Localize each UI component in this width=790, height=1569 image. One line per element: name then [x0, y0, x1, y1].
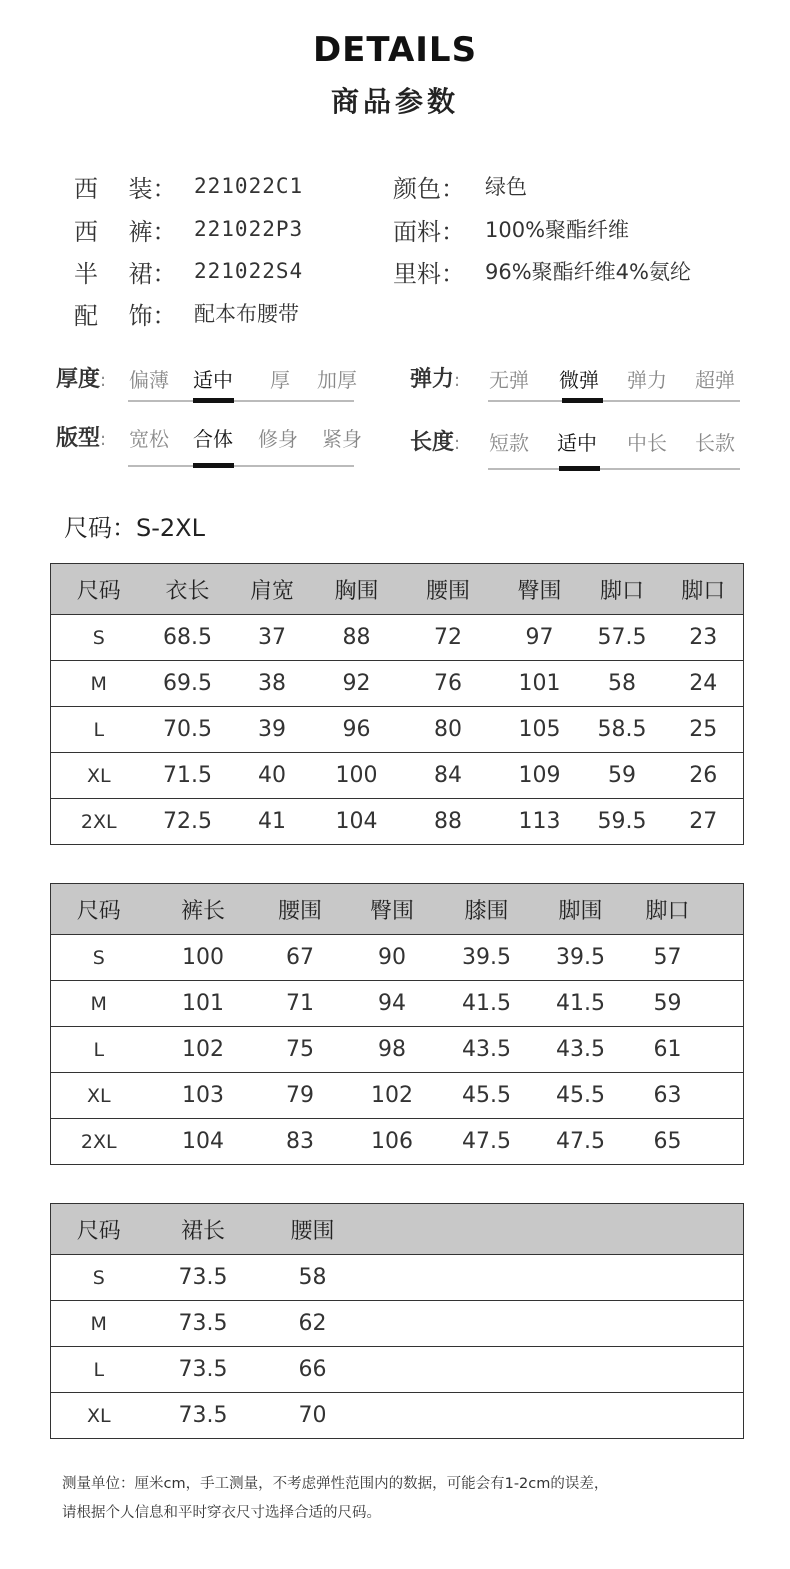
table-cell: 39.5 — [530, 935, 632, 981]
table-row — [51, 1027, 744, 1073]
attr-option: 修身 — [258, 427, 298, 451]
table-cell: 39.5 — [444, 935, 530, 981]
spec-key: 西 装： — [74, 174, 177, 203]
table-cell: 24 — [664, 661, 744, 707]
table-cell: XL — [51, 753, 147, 799]
table-cell: 43.5 — [530, 1027, 632, 1073]
column-header: 腰围 — [260, 1204, 366, 1255]
table-cell: 73.5 — [147, 1255, 260, 1301]
table-cell: 90 — [341, 935, 444, 981]
attr-track — [488, 468, 740, 470]
attr-option: 短款 — [489, 431, 529, 455]
table-cell: 43.5 — [444, 1027, 530, 1073]
table-cell: 79 — [260, 1073, 341, 1119]
table-cell: 58.5 — [581, 707, 664, 753]
column-header: 肩宽 — [229, 564, 316, 615]
table-cell: 41.5 — [530, 981, 632, 1027]
note-line: 测量单位：厘米cm，手工测量，不考虑弹性范围内的数据，可能会有1-2cm的误差， — [62, 1476, 609, 1492]
table-cell: S — [51, 1255, 147, 1301]
attr-thickness — [56, 362, 366, 424]
table-cell-empty — [366, 1347, 744, 1393]
attr-option-selected: 合体 — [193, 427, 233, 451]
table-cell: 57.5 — [581, 615, 664, 661]
attr-selected-marker — [562, 398, 603, 403]
spec-row-suit — [74, 166, 303, 206]
spec-value: 96%聚酯纤维4%氨纶 — [485, 260, 691, 284]
table-cell: 25 — [664, 707, 744, 753]
column-header: 衣长 — [147, 564, 229, 615]
table-header-row — [51, 564, 744, 615]
column-header: 胸围 — [316, 564, 398, 615]
table-cell: 69.5 — [147, 661, 229, 707]
table-cell: S — [51, 615, 147, 661]
table-cell: L — [51, 707, 147, 753]
attr-option: 偏薄 — [129, 368, 169, 392]
table-cell: 102 — [341, 1073, 444, 1119]
spec-value: 221022S4 — [194, 259, 304, 283]
table-cell: 2XL — [80, 810, 117, 833]
spec-value: 配本布腰带 — [194, 302, 299, 326]
attr-track — [488, 400, 740, 402]
size-table-jacket — [50, 563, 744, 845]
spec-key: 里料： — [393, 259, 465, 288]
table-row — [51, 935, 744, 981]
table-cell: 73.5 — [147, 1347, 260, 1393]
attr-elasticity — [410, 362, 750, 424]
table-row — [51, 753, 744, 799]
spec-row-lining — [393, 251, 691, 291]
spec-row-color — [393, 166, 527, 206]
attr-option: 中长 — [627, 431, 667, 455]
table-cell: 26 — [664, 753, 744, 799]
table-cell: 76 — [398, 661, 499, 707]
table-cell: 23 — [664, 615, 744, 661]
size-table-pants — [50, 883, 744, 1165]
attr-selected-marker — [193, 463, 234, 468]
attr-fit — [56, 421, 366, 483]
spec-key: 颜色： — [393, 174, 465, 203]
spec-value: 221022C1 — [194, 174, 304, 198]
table-cell: 100 — [316, 753, 398, 799]
table-cell: 68.5 — [147, 615, 229, 661]
table-cell: 62 — [260, 1301, 366, 1347]
table-cell: 61 — [632, 1027, 704, 1073]
table-cell-empty — [366, 1255, 744, 1301]
table-row — [51, 1119, 744, 1165]
attr-track — [128, 465, 354, 467]
table-cell: 41 — [258, 809, 286, 834]
table-cell: 83 — [286, 1129, 314, 1154]
column-header: 腰围 — [398, 564, 499, 615]
attr-option: 超弹 — [695, 368, 735, 392]
table-cell: M — [51, 1301, 147, 1347]
table-cell: 47.5 — [462, 1129, 511, 1154]
table-cell: 88 — [434, 809, 462, 834]
table-cell: 63 — [632, 1073, 704, 1119]
table-cell: 73.5 — [178, 1403, 228, 1428]
table-cell: 72 — [398, 615, 499, 661]
attr-option: 紧身 — [322, 427, 362, 451]
attr-option: 厚 — [270, 368, 290, 392]
table-cell: 38 — [229, 661, 316, 707]
table-cell-empty — [704, 981, 744, 1027]
table-row — [51, 981, 744, 1027]
table-row — [51, 615, 744, 661]
table-cell: XL — [86, 1404, 111, 1427]
table-cell: 103 — [147, 1073, 260, 1119]
table-cell: 71 — [260, 981, 341, 1027]
table-cell: 72.5 — [163, 809, 212, 834]
column-header: 裙长 — [147, 1204, 260, 1255]
spec-value: 绿色 — [485, 175, 527, 199]
table-cell: 59 — [632, 981, 704, 1027]
table-cell: 75 — [260, 1027, 341, 1073]
table-cell: L — [51, 1027, 147, 1073]
table-cell: 59 — [581, 753, 664, 799]
measurement-note — [62, 1470, 608, 1528]
table-cell: 37 — [229, 615, 316, 661]
table-cell: 59.5 — [597, 809, 647, 834]
table-row — [51, 1301, 744, 1347]
table-cell: 106 — [371, 1129, 413, 1154]
column-header-empty — [366, 1204, 744, 1255]
table-cell-empty — [704, 935, 744, 981]
table-cell-empty — [704, 1073, 744, 1119]
table-cell: 109 — [499, 753, 581, 799]
attr-track — [128, 400, 354, 402]
table-cell: 67 — [260, 935, 341, 981]
attr-option: 宽松 — [129, 427, 169, 451]
spec-value: 100%聚酯纤维 — [485, 218, 630, 242]
spec-key: 半 裙： — [74, 259, 177, 288]
column-header: 脚口 — [632, 884, 704, 935]
attr-selected-marker — [193, 398, 234, 403]
table-cell: L — [51, 1347, 147, 1393]
column-header: 尺码 — [51, 564, 147, 615]
spec-key: 配 饰： — [74, 301, 177, 330]
table-row — [51, 799, 744, 845]
table-cell: 101 — [499, 661, 581, 707]
table-cell: 58 — [581, 661, 664, 707]
attr-label: 版型: — [56, 426, 107, 451]
table-cell: 40 — [229, 753, 316, 799]
page-title-cn: 商品参数 — [330, 85, 459, 118]
attr-label: 弹力: — [410, 367, 461, 392]
attr-option-selected: 适中 — [557, 431, 597, 455]
table-cell-empty — [366, 1301, 744, 1347]
attr-option-selected: 微弹 — [559, 368, 599, 392]
column-header: 腰围 — [260, 884, 341, 935]
column-header: 臀围 — [341, 884, 444, 935]
table-cell: 41.5 — [444, 981, 530, 1027]
table-cell: 45.5 — [530, 1073, 632, 1119]
spec-value: 221022P3 — [194, 217, 304, 241]
table-cell: XL — [51, 1073, 147, 1119]
table-cell-empty — [366, 1393, 744, 1439]
attr-option: 长款 — [695, 431, 735, 455]
table-cell: 113 — [518, 809, 561, 834]
table-cell: 96 — [316, 707, 398, 753]
spec-row-accessory — [74, 293, 299, 333]
table-cell: 66 — [260, 1347, 366, 1393]
table-cell: 80 — [398, 707, 499, 753]
table-cell: 105 — [499, 707, 581, 753]
table-cell: 39 — [229, 707, 316, 753]
table-cell: 84 — [398, 753, 499, 799]
table-row — [51, 1073, 744, 1119]
attr-option-selected: 适中 — [193, 368, 233, 392]
spec-row-skirt — [74, 251, 303, 291]
table-cell: 104 — [182, 1129, 224, 1154]
attr-option: 弹力 — [627, 368, 667, 392]
column-header: 尺码 — [51, 1204, 147, 1255]
table-cell-empty — [704, 1027, 744, 1073]
column-header: 脚口 — [581, 564, 664, 615]
table-row — [51, 707, 744, 753]
table-row — [51, 1255, 744, 1301]
spec-row-pants — [74, 209, 303, 249]
table-cell: 102 — [147, 1027, 260, 1073]
table-cell: 70 — [298, 1403, 327, 1428]
attr-option: 无弹 — [489, 368, 529, 392]
note-line: 请根据个人信息和平时穿衣尺寸选择合适的尺码。 — [62, 1505, 381, 1521]
column-header: 脚口 — [664, 564, 744, 615]
column-header: 尺码 — [51, 884, 147, 935]
table-cell: S — [51, 935, 147, 981]
table-cell: 58 — [260, 1255, 366, 1301]
table-cell: 65 — [653, 1129, 682, 1154]
table-row — [51, 661, 744, 707]
table-header-row — [51, 884, 744, 935]
table-cell: 2XL — [80, 1130, 117, 1153]
table-header-row — [51, 1204, 744, 1255]
table-cell: 27 — [689, 809, 718, 834]
table-cell: 88 — [316, 615, 398, 661]
attr-selected-marker — [559, 466, 600, 471]
table-cell: 94 — [341, 981, 444, 1027]
spec-row-fabric — [393, 209, 629, 249]
table-cell: 97 — [499, 615, 581, 661]
attr-length — [410, 425, 750, 487]
size-table-skirt — [50, 1203, 744, 1439]
table-cell: M — [51, 661, 147, 707]
table-cell: 70.5 — [147, 707, 229, 753]
column-header: 裤长 — [147, 884, 260, 935]
page-title-en: DETAILS — [312, 30, 478, 70]
column-header: 膝围 — [444, 884, 530, 935]
attr-option: 加厚 — [317, 368, 357, 392]
attr-label: 长度: — [410, 430, 461, 455]
attr-label: 厚度: — [56, 367, 107, 392]
table-cell: 101 — [147, 981, 260, 1027]
table-cell: 73.5 — [147, 1301, 260, 1347]
table-cell: 92 — [316, 661, 398, 707]
size-range-label: 尺码：S-2XL — [64, 514, 205, 542]
table-row — [51, 1347, 744, 1393]
table-cell: 98 — [341, 1027, 444, 1073]
table-cell-empty — [704, 1119, 744, 1165]
table-cell: 45.5 — [444, 1073, 530, 1119]
table-row — [51, 1393, 744, 1439]
table-cell: 47.5 — [556, 1129, 605, 1154]
column-header: 臀围 — [499, 564, 581, 615]
table-cell: M — [51, 981, 147, 1027]
spec-key: 西 裤： — [74, 217, 177, 246]
spec-key: 面料： — [393, 217, 465, 246]
table-cell: 104 — [335, 809, 378, 834]
table-cell: 100 — [147, 935, 260, 981]
column-header-empty — [704, 884, 744, 935]
table-cell: 57 — [632, 935, 704, 981]
table-cell: 71.5 — [147, 753, 229, 799]
column-header: 脚围 — [530, 884, 632, 935]
